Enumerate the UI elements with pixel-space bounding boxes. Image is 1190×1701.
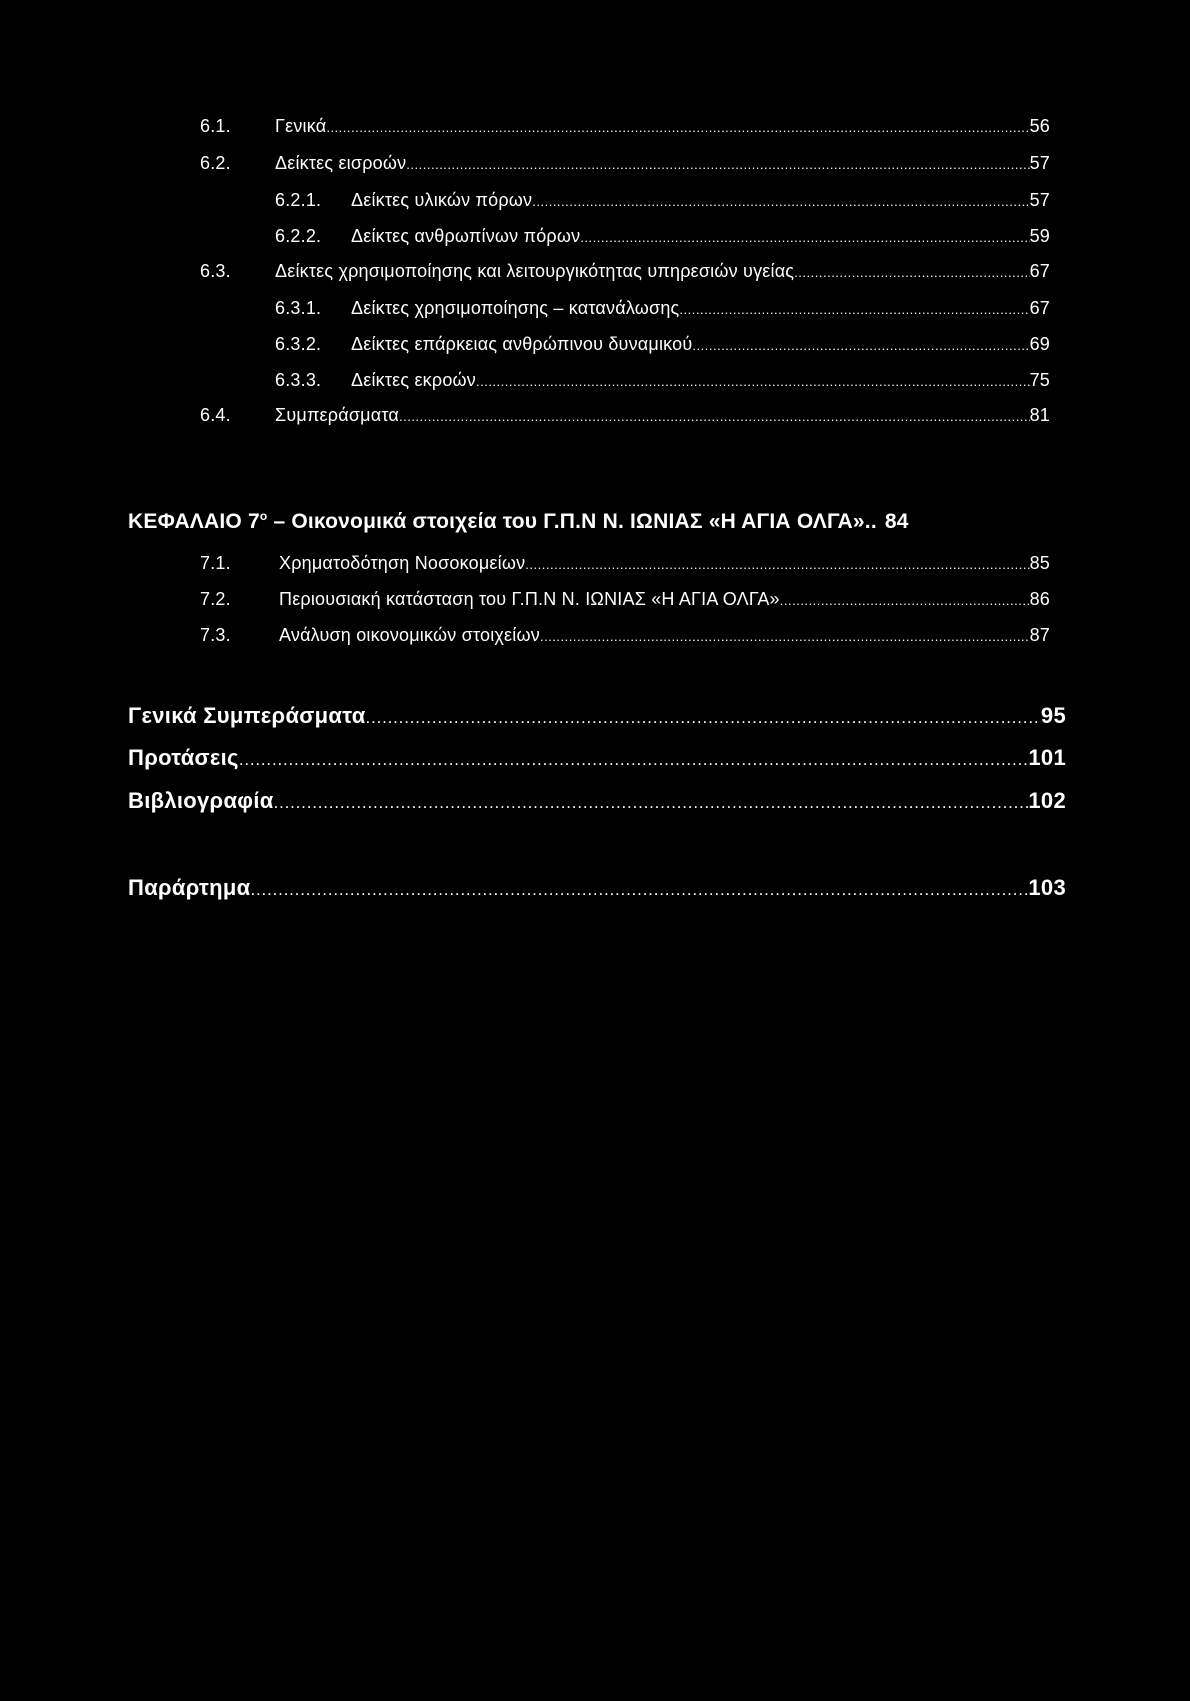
chapter-leader: .. [864, 510, 877, 533]
toc-dot-leader [525, 557, 1029, 572]
toc-entry-title: Βιβλιογραφία [128, 788, 274, 813]
toc-entry-title: Δείκτες χρησιμοποίησης – κατανάλωσης [351, 298, 680, 318]
toc-entry-page: 95 [1040, 703, 1066, 728]
toc-dot-leader [476, 374, 1030, 389]
toc-entry-number: 7.3. [200, 625, 231, 645]
toc-entry-7-1[interactable] [200, 553, 1050, 574]
toc-entry-6-3-1[interactable] [275, 298, 1050, 319]
toc-entry-title: Δείκτες ανθρωπίνων πόρων [351, 226, 581, 246]
toc-dot-leader [366, 708, 1041, 728]
toc-dot-leader [239, 750, 1029, 770]
toc-dot-leader [532, 194, 1029, 209]
toc-entry-page: 75 [1029, 370, 1050, 390]
toc-entry-title: Δείκτες χρησιμοποίησης και λειτουργικότητας υπηρεσιών υγείας [275, 261, 795, 281]
toc-entry-6-3[interactable] [200, 261, 1050, 282]
toc-entry-6-1[interactable] [200, 116, 1050, 137]
toc-entry-page: 57 [1029, 190, 1050, 210]
chapter-prefix: ΚΕΦΑΛΑΙΟ 7 [128, 510, 260, 533]
toc-dot-leader [679, 302, 1029, 317]
toc-entry-number: 6.3.1. [275, 298, 322, 318]
toc-entry-title: Δείκτες εκροών [351, 370, 476, 390]
toc-entry-page: 69 [1029, 334, 1050, 354]
chapter-heading [128, 509, 877, 534]
toc-proposals[interactable] [128, 745, 1066, 771]
toc-entry-number: 6.3. [200, 261, 231, 281]
toc-entry-number: 7.2. [200, 589, 231, 609]
toc-entry-page: 57 [1029, 153, 1050, 173]
toc-entry-number: 6.2.2. [275, 226, 322, 246]
toc-entry-page: 67 [1029, 261, 1050, 281]
toc-entry-7-3[interactable] [200, 625, 1050, 646]
toc-entry-page: 86 [1029, 589, 1050, 609]
toc-entry-title: Δείκτες επάρκειας ανθρώπινου δυναμικού [351, 334, 693, 354]
toc-dot-leader [399, 409, 1030, 424]
toc-entry-number: 6.4. [200, 405, 231, 425]
toc-entry-page: 102 [1028, 788, 1066, 813]
toc-dot-leader [794, 265, 1029, 280]
toc-entry-title: Προτάσεις [128, 745, 239, 770]
toc-entry-page: 87 [1029, 625, 1050, 645]
toc-entry-page: 84 [884, 510, 909, 533]
toc-entry-number: 6.1. [200, 116, 231, 136]
toc-dot-leader [274, 793, 1029, 813]
toc-dot-leader [326, 120, 1029, 135]
toc-entry-title: Γενικά Συμπεράσματα [128, 703, 366, 728]
toc-entry-title: Γενικά [275, 116, 327, 136]
toc-entry-number: 6.3.3. [275, 370, 322, 390]
toc-entry-number: 6.2. [200, 153, 231, 173]
toc-entry-title: Παράρτημα [128, 875, 251, 900]
toc-chapter-7[interactable] [128, 509, 1058, 534]
toc-entry-6-2-1[interactable] [275, 190, 1050, 211]
toc-entry-7-2[interactable] [200, 589, 1050, 610]
toc-entry-title: Δείκτες εισροών [275, 153, 407, 173]
toc-entry-number: 6.2.1. [275, 190, 322, 210]
toc-entry-page: 56 [1029, 116, 1050, 136]
toc-appendix[interactable] [128, 875, 1066, 901]
toc-entry-6-2-2[interactable] [275, 226, 1050, 247]
chapter-superscript: o [259, 509, 268, 523]
toc-dot-leader [692, 338, 1029, 353]
toc-general-conclusions[interactable] [128, 703, 1066, 729]
toc-entry-6-4[interactable] [200, 405, 1050, 426]
toc-dot-leader [406, 157, 1029, 172]
toc-entry-page: 101 [1028, 745, 1066, 770]
toc-dot-leader [540, 629, 1030, 644]
toc-dot-leader [580, 230, 1029, 245]
toc-entry-6-3-2[interactable] [275, 334, 1050, 355]
toc-entry-page: 67 [1029, 298, 1050, 318]
toc-entry-title: Ανάλυση οικονομικών στοιχείων [279, 625, 540, 645]
toc-dot-leader [251, 880, 1029, 900]
toc-entry-title: Συμπεράσματα [275, 405, 399, 425]
toc-bibliography[interactable] [128, 788, 1066, 814]
toc-entry-title: Χρηματοδότηση Νοσοκομείων [279, 553, 526, 573]
toc-entry-page: 85 [1029, 553, 1050, 573]
toc-entry-page: 81 [1029, 405, 1050, 425]
toc-entry-number: 7.1. [200, 553, 231, 573]
toc-entry-page: 59 [1029, 226, 1050, 246]
toc-entry-6-3-3[interactable] [275, 370, 1050, 391]
chapter-title: – Οικονομικά στοιχεία του Γ.Π.Ν Ν. ΙΩΝΙΑΣ «Η ΑΓΙΑ ΟΛΓΑ» [267, 510, 865, 533]
toc-entry-title: Δείκτες υλικών πόρων [351, 190, 533, 210]
toc-entry-title: Περιουσιακή κατάσταση του Γ.Π.Ν Ν. ΙΩΝΙΑΣ «Η ΑΓΙΑ ΟΛΓΑ» [279, 589, 780, 609]
toc-entry-number: 6.3.2. [275, 334, 322, 354]
toc-dot-leader [780, 593, 1030, 608]
toc-entry-page: 103 [1028, 875, 1066, 900]
toc-entry-6-2[interactable] [200, 153, 1050, 174]
